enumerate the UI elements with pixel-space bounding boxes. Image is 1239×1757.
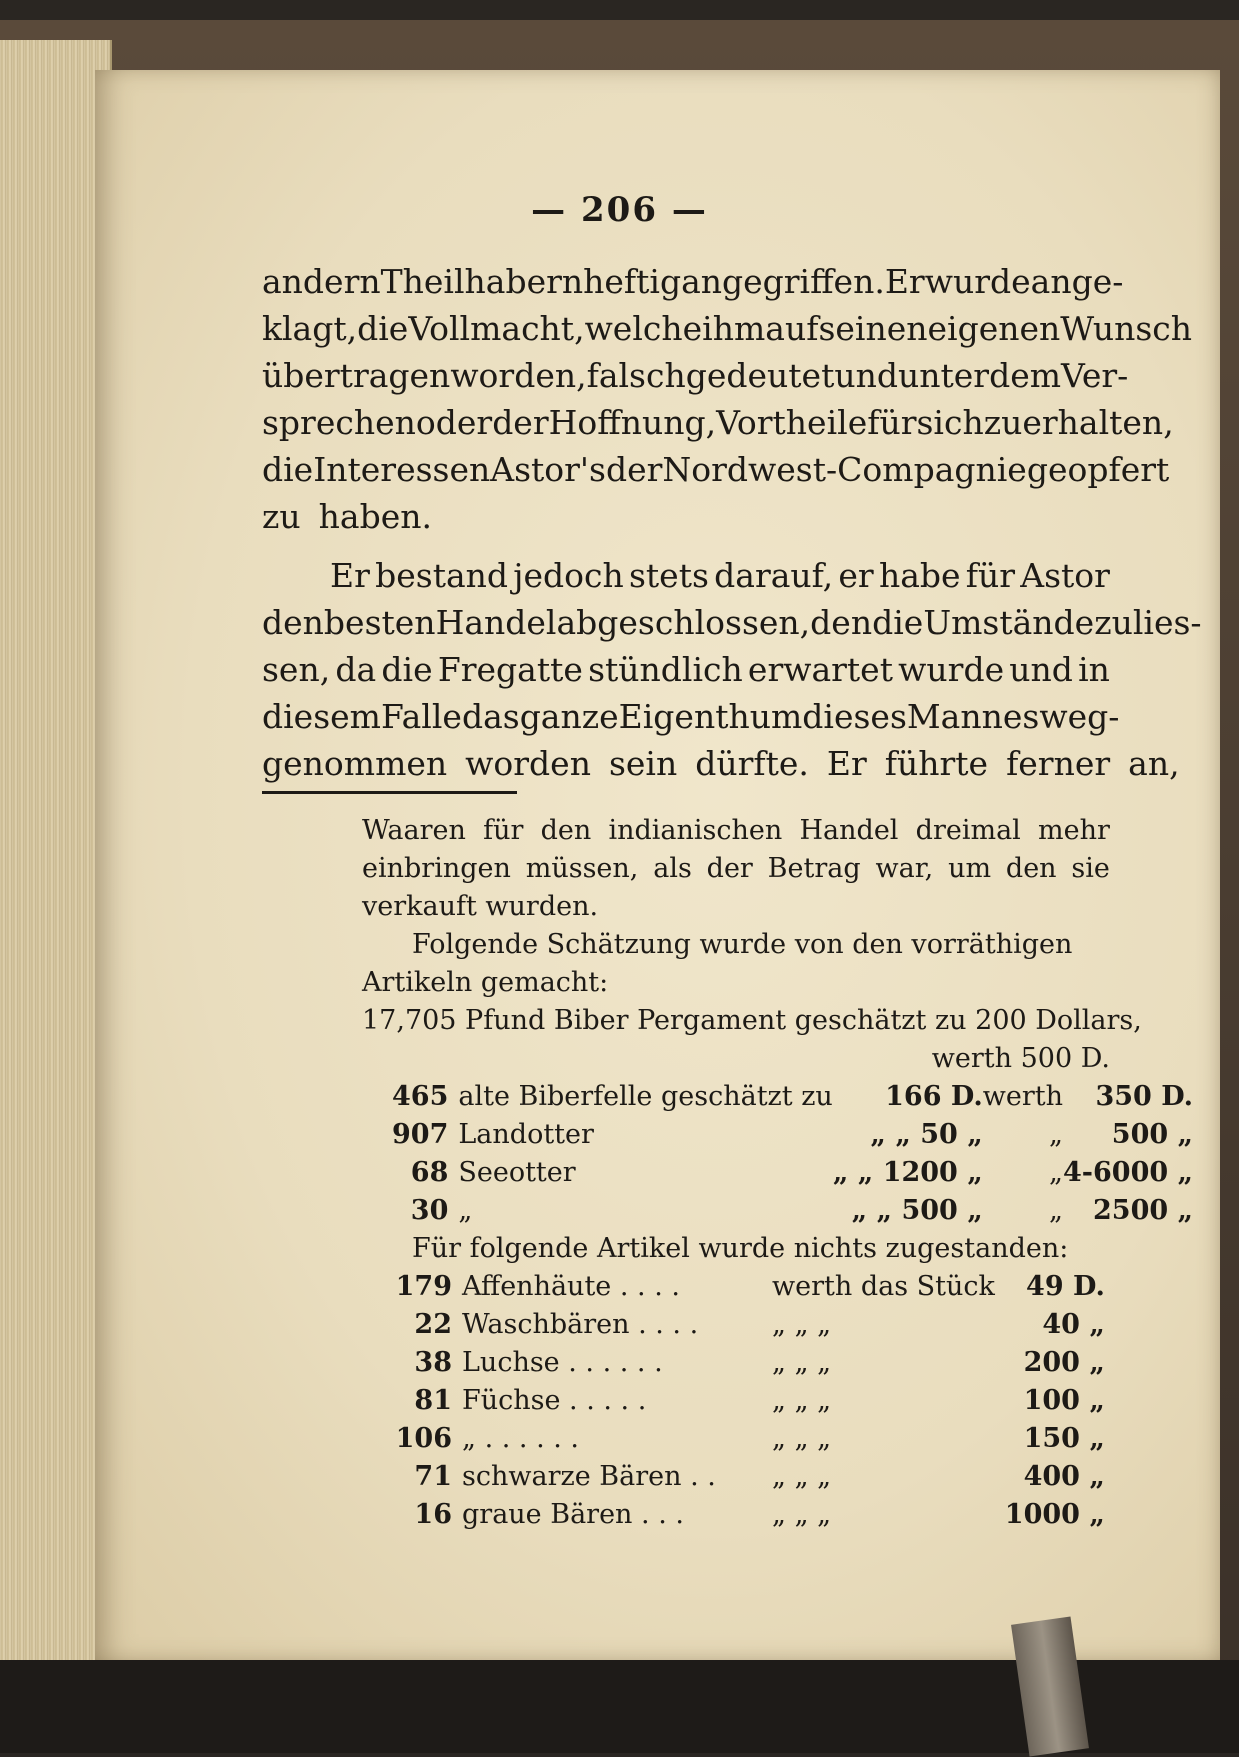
word: zulies- xyxy=(1094,603,1202,642)
cell-value: 2500 „ xyxy=(1093,1195,1194,1226)
word: sie xyxy=(1071,853,1110,884)
cell-worth: „ „ „ xyxy=(772,1499,832,1530)
word: geopfert xyxy=(1026,450,1170,489)
word: Betrag xyxy=(767,853,861,884)
text-line xyxy=(262,693,1120,740)
text-line xyxy=(262,599,1202,646)
word: die xyxy=(872,603,924,642)
word: oder xyxy=(415,403,493,442)
word: Er xyxy=(826,744,867,783)
cell-worth: „ „ „ xyxy=(772,1461,832,1492)
cell-qty: 465 xyxy=(392,1081,449,1112)
cell-value: 200 „ xyxy=(1023,1347,1105,1378)
word: dreimal xyxy=(915,815,1021,846)
cell-item: Landotter xyxy=(458,1119,594,1150)
cell-item: „ . . . . . . xyxy=(462,1423,579,1454)
unvalued-row xyxy=(392,1344,1105,1382)
word: Mannes xyxy=(906,697,1040,736)
word: für xyxy=(867,403,917,442)
cell-value: 150 „ xyxy=(1023,1423,1105,1454)
word: den xyxy=(262,603,324,642)
word: mehr xyxy=(1038,815,1110,846)
word: erwartet xyxy=(747,650,893,689)
cell-value: 350 D. xyxy=(1095,1081,1194,1112)
word: genommen xyxy=(262,744,448,783)
word: an, xyxy=(1128,744,1180,783)
word: stündlich xyxy=(588,650,743,689)
cell-item: graue Bären . . . xyxy=(462,1499,684,1530)
word: sen, xyxy=(262,650,331,689)
word: da xyxy=(335,650,377,689)
word: Eigenthum xyxy=(618,697,803,736)
cell-item: Waschbären . . . . xyxy=(462,1309,699,1340)
valued-row xyxy=(392,1192,1193,1230)
estimate-line: Artikeln gemacht: xyxy=(362,967,609,998)
unvalued-row xyxy=(392,1458,1105,1496)
word: als xyxy=(653,853,692,884)
cell-value: 400 „ xyxy=(1023,1461,1105,1492)
unvalued-table xyxy=(392,1268,1105,1534)
unvalued-row xyxy=(392,1382,1105,1420)
word: zu xyxy=(983,403,1023,442)
valued-row xyxy=(392,1078,1193,1116)
cell-worth: „ xyxy=(1049,1119,1064,1150)
word: Ver- xyxy=(1061,356,1129,395)
word: abgeschlossen, xyxy=(556,603,811,642)
word: dem xyxy=(989,356,1062,395)
word: Wunsch xyxy=(1060,309,1193,348)
valued-row xyxy=(392,1154,1193,1192)
footnote-rule xyxy=(262,791,517,794)
text-line xyxy=(262,258,1124,305)
cell-qty: 30 xyxy=(410,1195,449,1226)
word: haben. xyxy=(318,497,432,536)
text-line xyxy=(262,646,1110,693)
word: ange- xyxy=(1030,262,1124,301)
word: Astor xyxy=(1020,556,1110,595)
valued-row xyxy=(392,1116,1193,1154)
cell-qty: 22 xyxy=(414,1309,452,1340)
text-line xyxy=(262,446,1170,493)
text-line xyxy=(262,352,1129,399)
word: erhalten, xyxy=(1022,403,1174,442)
word: weg- xyxy=(1039,697,1120,736)
unvalued-row xyxy=(392,1496,1105,1534)
word: angegriffen. xyxy=(681,262,885,301)
word: das xyxy=(461,697,520,736)
estimate-line: Folgende Schätzung wurde von den vorräthigen xyxy=(412,929,1073,960)
word: Umstände xyxy=(923,603,1095,642)
word: der xyxy=(605,450,663,489)
unvalued-row xyxy=(392,1306,1105,1344)
cell-price: „ „ 500 „ xyxy=(851,1195,983,1226)
word: sein xyxy=(608,744,678,783)
word: unter xyxy=(898,356,990,395)
word: in xyxy=(1078,650,1110,689)
cell-worth: „ xyxy=(1049,1195,1064,1226)
cell-value: 100 „ xyxy=(1023,1385,1105,1416)
word: dürfte. xyxy=(695,744,809,783)
word: Er xyxy=(330,556,370,595)
word: klagt, xyxy=(262,309,358,348)
parchment-value: werth 500 D. xyxy=(931,1043,1110,1074)
word: gedeutet xyxy=(685,356,835,395)
word: einbringen xyxy=(362,853,511,884)
word: heftig xyxy=(583,262,682,301)
text-line xyxy=(262,552,1110,599)
word: Theilhabern xyxy=(380,262,584,301)
word: falsch xyxy=(586,356,686,395)
word: sprechen xyxy=(262,403,416,442)
footnote-intro-line xyxy=(362,812,1110,850)
valued-table xyxy=(392,1078,1193,1230)
word: diesem xyxy=(262,697,381,736)
cell-worth: werth xyxy=(982,1081,1064,1112)
cell-item: Luchse . . . . . . xyxy=(462,1347,663,1378)
word: Waaren xyxy=(362,815,466,846)
cell-worth: „ „ „ xyxy=(772,1347,832,1378)
word: Handel xyxy=(799,815,899,846)
page-number: — 206 — xyxy=(531,190,708,230)
word: die xyxy=(381,650,433,689)
word: ihm xyxy=(702,309,766,348)
word: den xyxy=(1005,853,1057,884)
text-line xyxy=(262,305,1193,352)
cell-qty: 179 xyxy=(395,1271,452,1302)
word: müssen, xyxy=(525,853,639,884)
unvalued-heading: Für folgende Artikel wurde nichts zugestanden: xyxy=(412,1233,1069,1264)
cell-price: 166 D. xyxy=(885,1081,983,1112)
word: die xyxy=(357,309,409,348)
cell-value: 4-6000 „ xyxy=(1063,1157,1194,1188)
word: Hoffnung, xyxy=(548,403,717,442)
text-line xyxy=(262,399,1174,446)
word: Nordwest-Compagnie xyxy=(662,450,1027,489)
word: der xyxy=(492,403,549,442)
word: wurde xyxy=(898,650,1005,689)
cell-worth: „ „ „ xyxy=(772,1309,832,1340)
cell-item: „ xyxy=(458,1195,473,1226)
footnote-intro-line xyxy=(362,850,1110,888)
cell-qty: 38 xyxy=(414,1347,452,1378)
word: übertragen xyxy=(262,356,451,395)
cell-value: 1000 „ xyxy=(1004,1499,1105,1530)
word: ferner xyxy=(1006,744,1111,783)
word: Vortheile xyxy=(716,403,868,442)
cell-qty: 68 xyxy=(410,1157,449,1188)
cell-worth: „ xyxy=(1049,1157,1064,1188)
word: wurde xyxy=(924,262,1031,301)
word: bestand xyxy=(375,556,509,595)
word: auf xyxy=(765,309,819,348)
cell-value: 40 „ xyxy=(1042,1309,1105,1340)
word: welche xyxy=(584,309,703,348)
word: habe xyxy=(878,556,961,595)
word: seinen xyxy=(818,309,928,348)
word: führte xyxy=(884,744,989,783)
word: dieses xyxy=(802,697,907,736)
word: indianischen xyxy=(608,815,783,846)
cell-qty: 106 xyxy=(395,1423,452,1454)
word: andern xyxy=(262,262,381,301)
word: Handel xyxy=(435,603,557,642)
cell-qty: 71 xyxy=(414,1461,452,1492)
word: für xyxy=(483,815,524,846)
cell-item: Füchse . . . . . xyxy=(462,1385,647,1416)
word: Vollmacht, xyxy=(408,309,585,348)
cell-value: 500 „ xyxy=(1111,1119,1194,1150)
word: sich xyxy=(916,403,984,442)
cell-item: Seeotter xyxy=(458,1157,576,1188)
unvalued-row xyxy=(392,1268,1105,1306)
cell-worth: „ „ „ xyxy=(772,1423,832,1454)
word: Astor's xyxy=(490,450,606,489)
text-line xyxy=(262,493,1110,540)
word: zu xyxy=(262,497,301,536)
cell-item: alte Biberfelle geschätzt zu xyxy=(458,1081,833,1112)
word: ganze xyxy=(519,697,619,736)
cell-price: „ „ 50 „ xyxy=(870,1119,983,1150)
word: der xyxy=(706,853,753,884)
word: darauf, xyxy=(714,556,834,595)
cell-value: 49 D. xyxy=(1026,1271,1105,1302)
cell-worth: werth das Stück xyxy=(772,1271,995,1302)
footnote xyxy=(362,812,1194,1534)
cell-qty: 16 xyxy=(414,1499,452,1530)
word: die xyxy=(262,450,314,489)
text-line xyxy=(262,740,1180,787)
word: er xyxy=(838,556,874,595)
cell-qty: 81 xyxy=(414,1385,452,1416)
word: jedoch xyxy=(513,556,624,595)
word: stets xyxy=(628,556,709,595)
word: worden xyxy=(465,744,591,783)
word: Interessen xyxy=(313,450,491,489)
word: eigenen xyxy=(927,309,1061,348)
word: worden, xyxy=(450,356,587,395)
word: um xyxy=(948,853,992,884)
word: Falle xyxy=(380,697,462,736)
word: den xyxy=(810,603,873,642)
cell-item: Affenhäute . . . . xyxy=(462,1271,680,1302)
body-text xyxy=(262,258,1202,787)
word: und xyxy=(834,356,898,395)
word: Fregatte xyxy=(437,650,583,689)
word: und xyxy=(1009,650,1073,689)
word: Er xyxy=(884,262,925,301)
parchment-line: 17,705 Pfund Biber Pergament geschätzt zu 200 Dollars, xyxy=(362,1005,1142,1036)
cell-qty: 907 xyxy=(392,1119,449,1150)
unvalued-row xyxy=(392,1420,1105,1458)
word: war, xyxy=(875,853,934,884)
cell-worth: „ „ „ xyxy=(772,1385,832,1416)
cell-price: „ „ 1200 „ xyxy=(832,1157,983,1188)
word: besten xyxy=(323,603,436,642)
footnote-intro-line: verkauft wurden. xyxy=(362,891,599,922)
cell-item: schwarze Bären . . xyxy=(462,1461,716,1492)
word: den xyxy=(540,815,592,846)
word: für xyxy=(965,556,1016,595)
